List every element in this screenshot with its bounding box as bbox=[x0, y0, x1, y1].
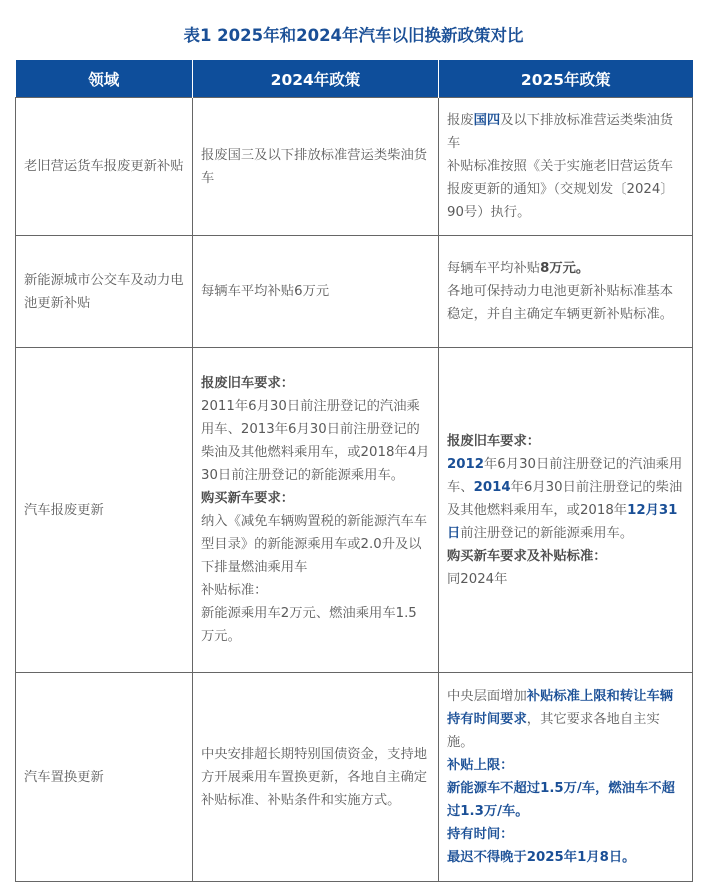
highlight-text: 国四 bbox=[473, 113, 501, 128]
highlight-text: 补贴标准上限和转让车辆持有时间要求 bbox=[447, 689, 674, 727]
policy-2024-cell bbox=[193, 236, 439, 348]
policy-line bbox=[447, 685, 684, 754]
section-heading: 补贴上限： bbox=[447, 758, 514, 773]
table-row bbox=[16, 236, 693, 348]
policy-text: 补贴标准按照《关于实施老旧营运货车报废更新的通知》（交规划发〔2024〕90号）执行。 bbox=[447, 159, 674, 220]
section-heading: 购买新车要求： bbox=[201, 491, 295, 506]
policy-2025-cell bbox=[439, 673, 693, 882]
header-domain: 领域 bbox=[16, 60, 193, 98]
policy-line bbox=[447, 453, 684, 545]
highlight-text: 2014 bbox=[473, 479, 511, 495]
table-row bbox=[16, 348, 693, 673]
policy-text: 补贴标准： bbox=[201, 583, 268, 598]
policy-text: 及以下排放标准营运类柴油货车 bbox=[447, 113, 674, 151]
domain-label: 汽车置换更新 bbox=[24, 769, 104, 785]
policy-text: 报废 bbox=[447, 113, 474, 128]
highlight-text: 最迟不得晚于2025年1月8日。 bbox=[447, 850, 636, 865]
policy-text: 中央层面增加 bbox=[447, 689, 527, 704]
section-heading: 报废旧车要求： bbox=[447, 433, 541, 449]
header-2024-policy: 2024年政策 bbox=[193, 60, 439, 98]
highlight-text: 新能源车不超过1.5万/车，燃油车不超过1.3万/车。 bbox=[447, 781, 675, 819]
policy-text: 报废国三及以下排放标准营运类柴油货车 bbox=[201, 147, 428, 186]
table-row bbox=[16, 673, 693, 882]
section-heading: 报废旧车要求： bbox=[201, 376, 295, 391]
table-row bbox=[16, 98, 693, 236]
policy-text: 前注册登记的新能源乘用车。 bbox=[460, 525, 634, 541]
section-heading: 购买新车要求及补贴标准： bbox=[447, 548, 607, 564]
policy-2024-cell bbox=[193, 673, 439, 882]
section-heading: 持有时间： bbox=[447, 827, 514, 842]
policy-text: 新能源乘用车2万元、燃油乘用车1.5万元。 bbox=[201, 606, 417, 644]
domain-label: 新能源城市公交车及动力电池更新补贴 bbox=[24, 272, 184, 311]
domain-cell bbox=[16, 98, 193, 236]
policy-text: 2011年6月30日前注册登记的汽油乘用车、2013年6月30日前注册登记的柴油及其他燃料乘用车，或2018年4月30日前注册登记的新能源乘用车。 bbox=[201, 399, 430, 483]
policy-2024-cell bbox=[193, 348, 439, 673]
highlight-text: 12月31日 bbox=[447, 502, 678, 541]
policy-2025-cell bbox=[439, 98, 693, 236]
header-2025-policy: 2025年政策 bbox=[439, 60, 693, 98]
domain-cell bbox=[16, 348, 193, 673]
bold-text: 8万元。 bbox=[540, 261, 590, 276]
policy-line bbox=[447, 109, 684, 155]
policy-2025-cell bbox=[439, 348, 693, 673]
policy-2024-cell bbox=[193, 98, 439, 236]
highlight-text: 2012 bbox=[447, 456, 485, 472]
policy-text: 纳入《减免车辆购置税的新能源汽车车型目录》的新能源乘用车或2.0升及以下排量燃油乘用车 bbox=[201, 514, 428, 575]
domain-cell bbox=[16, 236, 193, 348]
policy-text: 每辆车平均补贴6万元 bbox=[201, 284, 330, 299]
policy-text: 年6月30日前注册登记的汽油乘用车、 bbox=[447, 456, 683, 495]
policy-comparison-table bbox=[15, 60, 693, 882]
policy-text: 每辆车平均补贴 bbox=[447, 261, 541, 276]
policy-line bbox=[447, 257, 684, 280]
policy-text: 同2024年 bbox=[447, 571, 508, 587]
policy-text: 各地可保持动力电池更新补贴标准基本稳定，并自主确定车辆更新补贴标准。 bbox=[447, 284, 674, 322]
table-header-row bbox=[16, 60, 693, 98]
policy-text: 中央安排超长期特别国债资金，支持地方开展乘用车置换更新，各地自主确定补贴标准、补贴条件和实施方式。 bbox=[201, 746, 428, 808]
policy-2025-cell bbox=[439, 236, 693, 348]
table-caption: 表1 2025年和2024年汽车以旧换新政策对比 bbox=[183, 26, 524, 45]
domain-cell bbox=[16, 673, 193, 882]
domain-label: 汽车报废更新 bbox=[24, 502, 104, 518]
policy-text: ，其它要求各地自主实施。 bbox=[447, 712, 660, 750]
policy-text: 年6月30日前注册登记的柴油及其他燃料乘用车，或2018年 bbox=[447, 479, 683, 518]
domain-label: 老旧营运货车报废更新补贴 bbox=[24, 159, 184, 174]
